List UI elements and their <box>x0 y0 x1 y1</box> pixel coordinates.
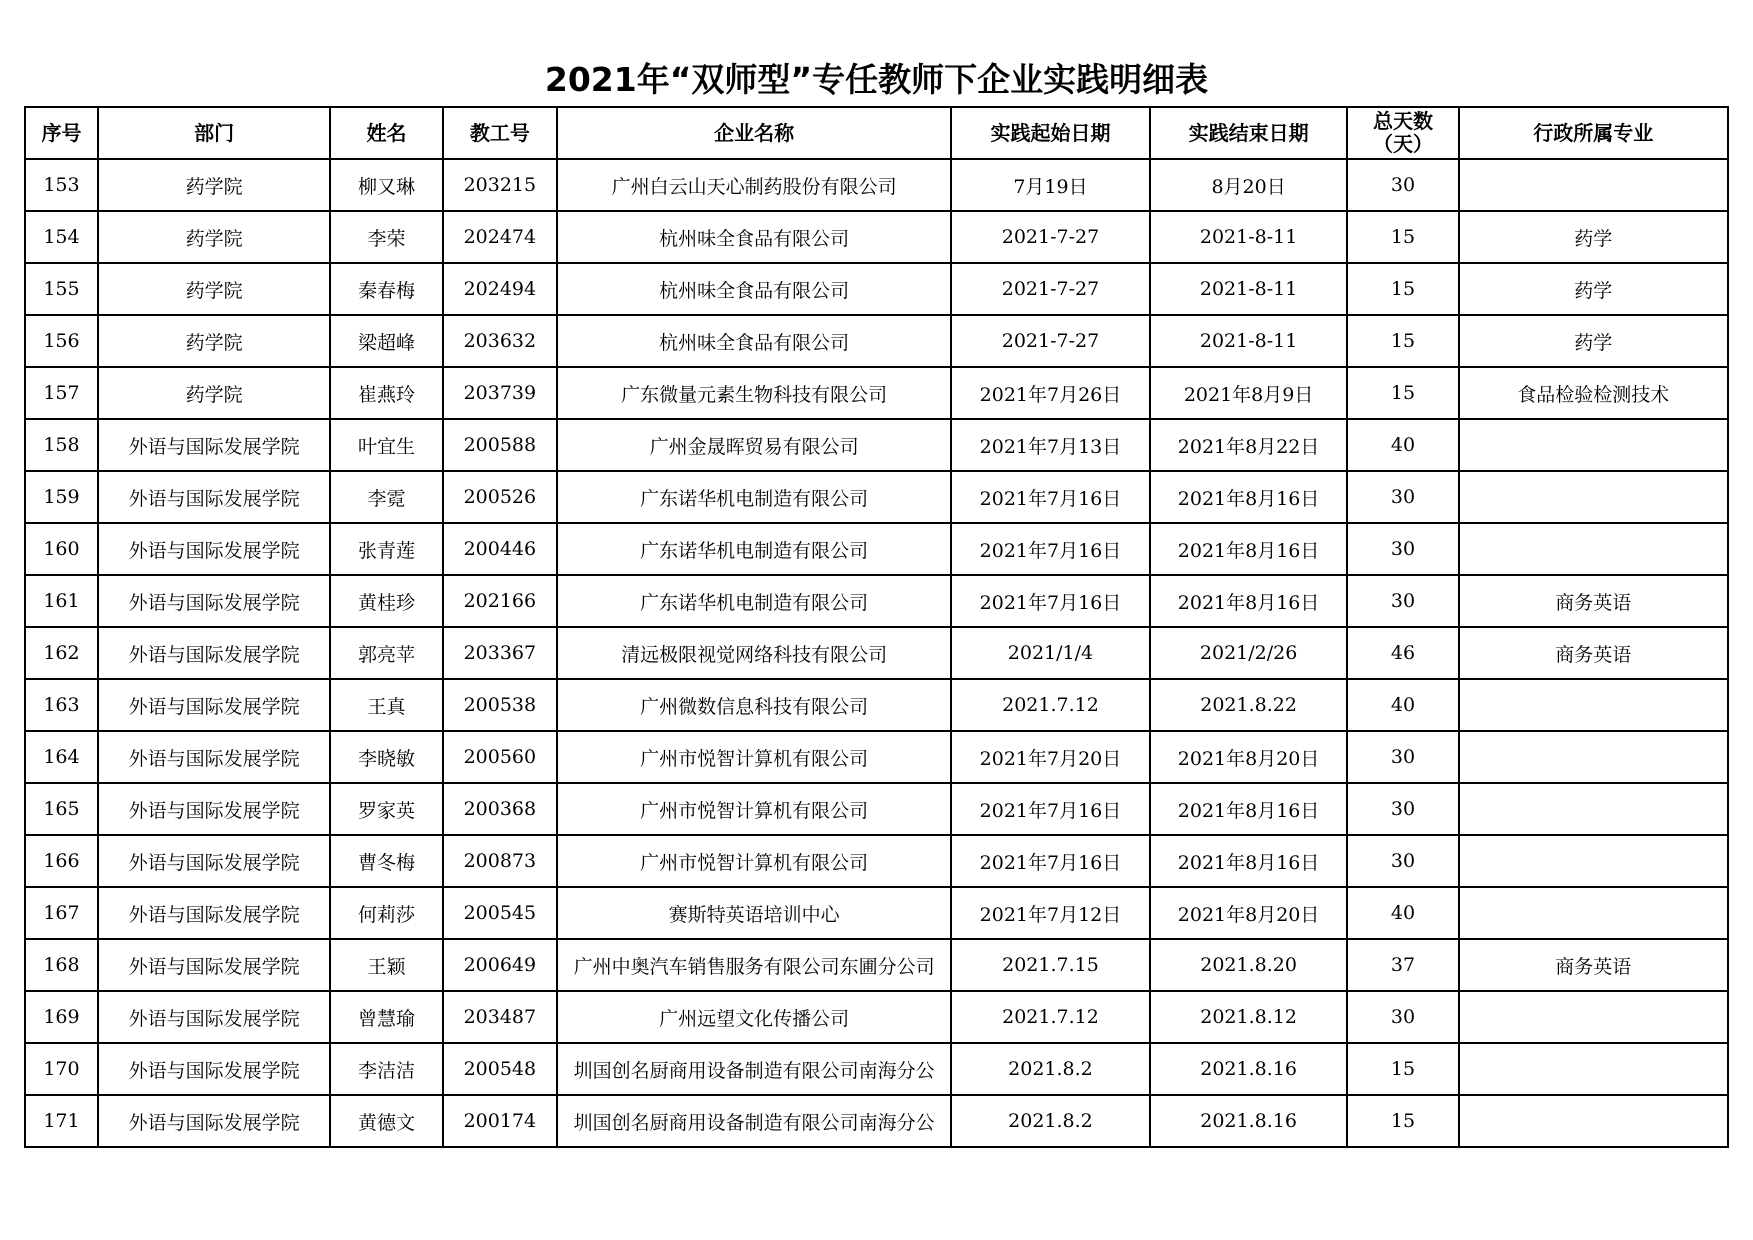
cell-start-date: 2021/1/4 <box>951 627 1150 679</box>
cell-staff-id: 200174 <box>443 1095 558 1147</box>
cell-company: 清远极限视觉网络科技有限公司 <box>557 627 951 679</box>
cell-name: 崔燕玲 <box>330 367 442 419</box>
cell-company: 圳国创名厨商用设备制造有限公司南海分公 <box>557 1043 951 1095</box>
cell-company: 广州市悦智计算机有限公司 <box>557 731 951 783</box>
cell-department: 外语与国际发展学院 <box>98 939 330 991</box>
cell-seq: 153 <box>25 159 98 211</box>
cell-days: 40 <box>1347 419 1458 471</box>
cell-name: 王颖 <box>330 939 442 991</box>
cell-department: 外语与国际发展学院 <box>98 1095 330 1147</box>
cell-name: 罗家英 <box>330 783 442 835</box>
header-total-days <box>1347 107 1458 159</box>
cell-staff-id: 200545 <box>443 887 558 939</box>
cell-company: 杭州味全食品有限公司 <box>557 315 951 367</box>
cell-major <box>1459 1095 1728 1147</box>
cell-end-date: 2021-8-11 <box>1150 315 1348 367</box>
cell-major: 药学 <box>1459 211 1728 263</box>
cell-staff-id: 200446 <box>443 523 558 575</box>
cell-days: 15 <box>1347 1043 1458 1095</box>
cell-staff-id: 200873 <box>443 835 558 887</box>
cell-name: 王真 <box>330 679 442 731</box>
cell-seq: 156 <box>25 315 98 367</box>
table-row <box>25 991 1728 1043</box>
cell-end-date: 8月20日 <box>1150 159 1348 211</box>
cell-seq: 168 <box>25 939 98 991</box>
cell-company: 广州中奥汽车销售服务有限公司东圃分公司 <box>557 939 951 991</box>
cell-start-date: 2021-7-27 <box>951 211 1150 263</box>
cell-days: 15 <box>1347 211 1458 263</box>
cell-department: 药学院 <box>98 263 330 315</box>
cell-days: 40 <box>1347 679 1458 731</box>
table-row <box>25 419 1728 471</box>
cell-start-date: 2021.8.2 <box>951 1095 1150 1147</box>
cell-name: 曾慧瑜 <box>330 991 442 1043</box>
cell-seq: 159 <box>25 471 98 523</box>
cell-start-date: 2021-7-27 <box>951 263 1150 315</box>
cell-name: 秦春梅 <box>330 263 442 315</box>
cell-start-date: 2021.7.12 <box>951 679 1150 731</box>
cell-staff-id: 200588 <box>443 419 558 471</box>
cell-major <box>1459 679 1728 731</box>
header-staff-id: 教工号 <box>443 107 558 159</box>
cell-department: 外语与国际发展学院 <box>98 783 330 835</box>
cell-company: 广东诺华机电制造有限公司 <box>557 471 951 523</box>
cell-major <box>1459 523 1728 575</box>
cell-seq: 167 <box>25 887 98 939</box>
cell-major: 商务英语 <box>1459 627 1728 679</box>
cell-start-date: 2021年7月20日 <box>951 731 1150 783</box>
header-start-date: 实践起始日期 <box>951 107 1150 159</box>
cell-department: 外语与国际发展学院 <box>98 679 330 731</box>
cell-end-date: 2021.8.16 <box>1150 1043 1348 1095</box>
table-row <box>25 939 1728 991</box>
cell-name: 曹冬梅 <box>330 835 442 887</box>
cell-seq: 166 <box>25 835 98 887</box>
cell-seq: 154 <box>25 211 98 263</box>
cell-staff-id: 202166 <box>443 575 558 627</box>
cell-end-date: 2021年8月16日 <box>1150 471 1348 523</box>
cell-company: 圳国创名厨商用设备制造有限公司南海分公 <box>557 1095 951 1147</box>
header-end-date: 实践结束日期 <box>1150 107 1348 159</box>
cell-end-date: 2021年8月9日 <box>1150 367 1348 419</box>
cell-department: 药学院 <box>98 159 330 211</box>
cell-end-date: 2021.8.22 <box>1150 679 1348 731</box>
cell-seq: 160 <box>25 523 98 575</box>
cell-start-date: 7月19日 <box>951 159 1150 211</box>
cell-company: 广东诺华机电制造有限公司 <box>557 575 951 627</box>
cell-name: 郭亮苹 <box>330 627 442 679</box>
cell-seq: 162 <box>25 627 98 679</box>
cell-end-date: 2021年8月20日 <box>1150 731 1348 783</box>
cell-days: 30 <box>1347 991 1458 1043</box>
cell-start-date: 2021年7月16日 <box>951 575 1150 627</box>
cell-major <box>1459 419 1728 471</box>
cell-company: 杭州味全食品有限公司 <box>557 263 951 315</box>
cell-department: 外语与国际发展学院 <box>98 991 330 1043</box>
cell-seq: 157 <box>25 367 98 419</box>
cell-staff-id: 202474 <box>443 211 558 263</box>
cell-staff-id: 203632 <box>443 315 558 367</box>
table-row <box>25 211 1728 263</box>
cell-company: 广东微量元素生物科技有限公司 <box>557 367 951 419</box>
cell-days: 15 <box>1347 1095 1458 1147</box>
cell-staff-id: 203739 <box>443 367 558 419</box>
cell-department: 药学院 <box>98 211 330 263</box>
cell-end-date: 2021年8月22日 <box>1150 419 1348 471</box>
cell-department: 外语与国际发展学院 <box>98 887 330 939</box>
cell-company: 广州白云山天心制药股份有限公司 <box>557 159 951 211</box>
cell-staff-id: 200538 <box>443 679 558 731</box>
cell-name: 何莉莎 <box>330 887 442 939</box>
cell-days: 30 <box>1347 471 1458 523</box>
cell-start-date: 2021年7月16日 <box>951 783 1150 835</box>
cell-staff-id: 200548 <box>443 1043 558 1095</box>
cell-department: 药学院 <box>98 367 330 419</box>
cell-seq: 161 <box>25 575 98 627</box>
cell-end-date: 2021-8-11 <box>1150 211 1348 263</box>
cell-company: 广州市悦智计算机有限公司 <box>557 835 951 887</box>
cell-company: 杭州味全食品有限公司 <box>557 211 951 263</box>
cell-major <box>1459 991 1728 1043</box>
table-row <box>25 159 1728 211</box>
cell-end-date: 2021年8月16日 <box>1150 575 1348 627</box>
cell-name: 李晓敏 <box>330 731 442 783</box>
cell-name: 叶宜生 <box>330 419 442 471</box>
cell-staff-id: 200368 <box>443 783 558 835</box>
cell-company: 广州金晟晖贸易有限公司 <box>557 419 951 471</box>
cell-seq: 171 <box>25 1095 98 1147</box>
cell-start-date: 2021年7月26日 <box>951 367 1150 419</box>
cell-staff-id: 200649 <box>443 939 558 991</box>
cell-name: 张青莲 <box>330 523 442 575</box>
cell-days: 30 <box>1347 159 1458 211</box>
table-row <box>25 1095 1728 1147</box>
cell-start-date: 2021-7-27 <box>951 315 1150 367</box>
cell-major <box>1459 887 1728 939</box>
header-total-days-line2: （天） <box>1372 132 1433 156</box>
cell-seq: 170 <box>25 1043 98 1095</box>
cell-major <box>1459 1043 1728 1095</box>
cell-staff-id: 203367 <box>443 627 558 679</box>
header-total-days-line1: 总天数 <box>1372 109 1433 133</box>
header-department: 部门 <box>98 107 330 159</box>
cell-major <box>1459 731 1728 783</box>
cell-seq: 164 <box>25 731 98 783</box>
cell-department: 外语与国际发展学院 <box>98 419 330 471</box>
cell-department: 外语与国际发展学院 <box>98 1043 330 1095</box>
cell-department: 外语与国际发展学院 <box>98 471 330 523</box>
cell-company: 广州市悦智计算机有限公司 <box>557 783 951 835</box>
cell-days: 15 <box>1347 315 1458 367</box>
cell-days: 15 <box>1347 367 1458 419</box>
table-row <box>25 627 1728 679</box>
cell-name: 李洁洁 <box>330 1043 442 1095</box>
table-row <box>25 523 1728 575</box>
cell-days: 37 <box>1347 939 1458 991</box>
cell-end-date: 2021年8月16日 <box>1150 835 1348 887</box>
cell-staff-id: 203487 <box>443 991 558 1043</box>
cell-days: 40 <box>1347 887 1458 939</box>
cell-days: 30 <box>1347 783 1458 835</box>
cell-start-date: 2021年7月13日 <box>951 419 1150 471</box>
header-seq: 序号 <box>25 107 98 159</box>
cell-department: 外语与国际发展学院 <box>98 523 330 575</box>
cell-days: 30 <box>1347 835 1458 887</box>
cell-major: 商务英语 <box>1459 575 1728 627</box>
cell-days: 30 <box>1347 523 1458 575</box>
cell-seq: 163 <box>25 679 98 731</box>
cell-name: 李荣 <box>330 211 442 263</box>
cell-start-date: 2021年7月16日 <box>951 471 1150 523</box>
cell-major <box>1459 835 1728 887</box>
cell-major <box>1459 471 1728 523</box>
cell-end-date: 2021年8月16日 <box>1150 783 1348 835</box>
cell-end-date: 2021年8月20日 <box>1150 887 1348 939</box>
cell-department: 药学院 <box>98 315 330 367</box>
table-row <box>25 367 1728 419</box>
header-name: 姓名 <box>330 107 442 159</box>
cell-major <box>1459 159 1728 211</box>
cell-name: 黄桂珍 <box>330 575 442 627</box>
cell-seq: 158 <box>25 419 98 471</box>
cell-staff-id: 200560 <box>443 731 558 783</box>
cell-end-date: 2021.8.12 <box>1150 991 1348 1043</box>
cell-end-date: 2021.8.16 <box>1150 1095 1348 1147</box>
cell-start-date: 2021年7月12日 <box>951 887 1150 939</box>
cell-company: 广州微数信息科技有限公司 <box>557 679 951 731</box>
cell-major <box>1459 783 1728 835</box>
table-row <box>25 263 1728 315</box>
cell-major: 食品检验检测技术 <box>1459 367 1728 419</box>
cell-end-date: 2021年8月16日 <box>1150 523 1348 575</box>
table-header-row <box>25 107 1728 159</box>
cell-end-date: 2021.8.20 <box>1150 939 1348 991</box>
table-row <box>25 575 1728 627</box>
table-row <box>25 1043 1728 1095</box>
cell-end-date: 2021-8-11 <box>1150 263 1348 315</box>
cell-name: 黄德文 <box>330 1095 442 1147</box>
header-company: 企业名称 <box>557 107 951 159</box>
cell-major: 商务英语 <box>1459 939 1728 991</box>
practice-detail-table <box>24 106 1729 1148</box>
table-row <box>25 887 1728 939</box>
table-row <box>25 835 1728 887</box>
cell-department: 外语与国际发展学院 <box>98 627 330 679</box>
cell-start-date: 2021年7月16日 <box>951 523 1150 575</box>
cell-seq: 169 <box>25 991 98 1043</box>
cell-days: 15 <box>1347 263 1458 315</box>
table-row <box>25 783 1728 835</box>
cell-name: 梁超峰 <box>330 315 442 367</box>
cell-major: 药学 <box>1459 263 1728 315</box>
cell-staff-id: 200526 <box>443 471 558 523</box>
cell-staff-id: 203215 <box>443 159 558 211</box>
cell-company: 广东诺华机电制造有限公司 <box>557 523 951 575</box>
cell-company: 赛斯特英语培训中心 <box>557 887 951 939</box>
page-title: 2021年“双师型”专任教师下企业实践明细表 <box>544 60 1209 99</box>
cell-days: 30 <box>1347 575 1458 627</box>
cell-days: 46 <box>1347 627 1458 679</box>
cell-end-date: 2021/2/26 <box>1150 627 1348 679</box>
cell-name: 柳又琳 <box>330 159 442 211</box>
cell-seq: 155 <box>25 263 98 315</box>
cell-department: 外语与国际发展学院 <box>98 575 330 627</box>
cell-department: 外语与国际发展学院 <box>98 731 330 783</box>
table-body <box>25 159 1728 1147</box>
header-major: 行政所属专业 <box>1459 107 1728 159</box>
cell-name: 李霓 <box>330 471 442 523</box>
cell-seq: 165 <box>25 783 98 835</box>
table-row <box>25 679 1728 731</box>
cell-staff-id: 202494 <box>443 263 558 315</box>
cell-start-date: 2021.8.2 <box>951 1043 1150 1095</box>
cell-company: 广州远望文化传播公司 <box>557 991 951 1043</box>
cell-major: 药学 <box>1459 315 1728 367</box>
table-row <box>25 315 1728 367</box>
cell-start-date: 2021.7.15 <box>951 939 1150 991</box>
cell-department: 外语与国际发展学院 <box>98 835 330 887</box>
table-row <box>25 471 1728 523</box>
cell-start-date: 2021.7.12 <box>951 991 1150 1043</box>
table-row <box>25 731 1728 783</box>
cell-days: 30 <box>1347 731 1458 783</box>
cell-start-date: 2021年7月16日 <box>951 835 1150 887</box>
